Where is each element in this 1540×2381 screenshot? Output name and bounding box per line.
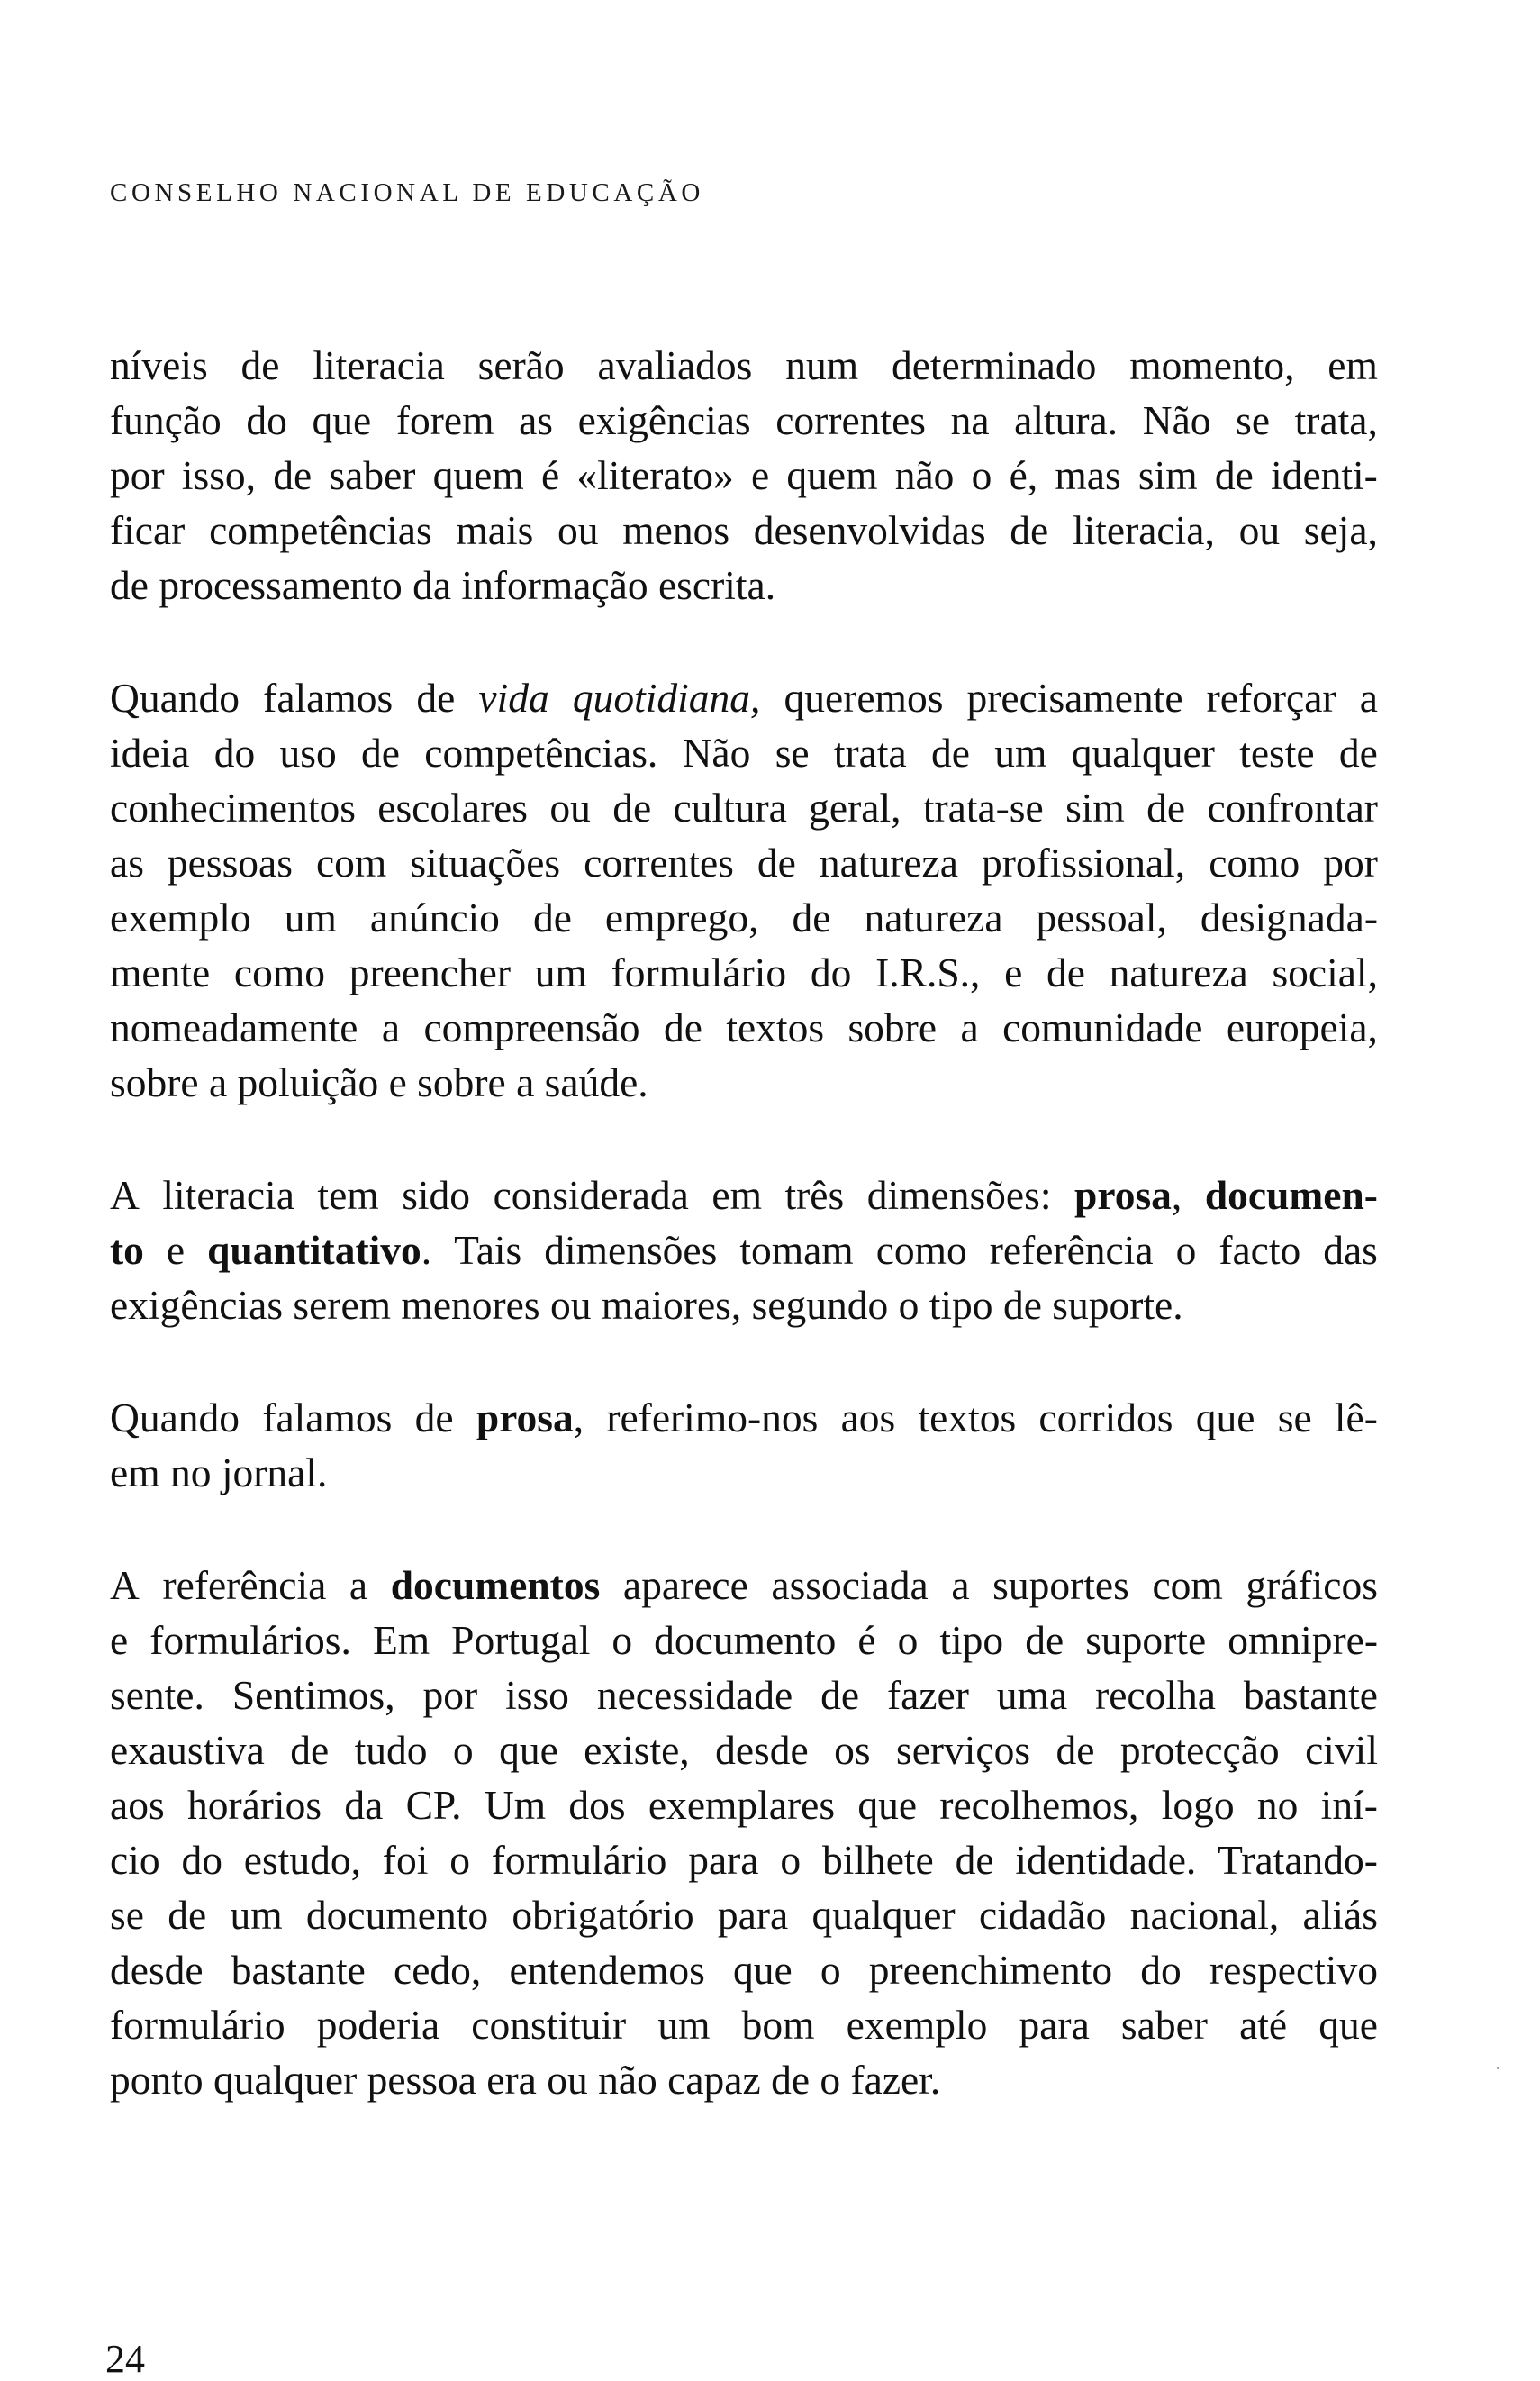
text-line: exaustiva de tudo o que existe, desde os serviços de protecção civil [110,1727,1378,1773]
text-line: conhecimentos escolares ou de cultura geral, trata-se sim de confrontar [110,785,1378,831]
text-line: se de um documento obrigatório para qualquer cidadão nacional, aliás [110,1892,1378,1938]
scan-speck [1497,2067,1499,2069]
text-line: sente. Sentimos, por isso necessidade de fazer uma recolha bastante [110,1672,1378,1718]
text-line: em no jornal. [110,1450,328,1495]
text-line: e formulários. Em Portugal o documento é o tipo de suporte omnipre- [110,1617,1378,1663]
paragraph [110,1558,1378,2107]
text-line: níveis de literacia serão avaliados num determinado momento, em [110,342,1378,388]
running-header: CONSELHO NACIONAL DE EDUCAÇÃO [110,178,704,207]
text-line: exigências serem menores ou maiores, segundo o tipo de suporte. [110,1282,1183,1328]
text-line: A literacia tem sido considerada em três dimensões: prosa, documen- [110,1172,1378,1218]
text-line: nomeadamente a compreensão de textos sobre a comunidade europeia, [110,1004,1378,1050]
text-line: sobre a poluição e sobre a saúde. [110,1059,648,1105]
text-line: ficar competências mais ou menos desenvolvidas de literacia, ou seja, [110,507,1378,553]
text-line: ponto qualquer pessoa era ou não capaz de o fazer. [110,2057,941,2103]
text-line: aos horários da CP. Um dos exemplares que recolhemos, logo no iní- [110,1782,1378,1828]
text-line: Quando falamos de vida quotidiana, queremos precisamente reforçar a [110,675,1378,721]
text-line: mente como preencher um formulário do I.R.S., e de natureza social, [110,950,1378,995]
text-line: função do que forem as exigências correntes na altura. Não se trata, [110,397,1378,443]
page-number: 24 [105,2337,145,2381]
text-line: exemplo um anúncio de emprego, de natureza pessoal, designada- [110,895,1378,941]
text-line: to e quantitativo. Tais dimensões tomam como referência o facto das [110,1227,1378,1273]
text-line: cio do estudo, foi o formulário para o bilhete de identidade. Tratando- [110,1837,1378,1883]
paragraph [110,1390,1378,1500]
text-line: de processamento da informação escrita. [110,562,776,608]
text-line: por isso, de saber quem é «literato» e quem não o é, mas sim de identi- [110,452,1378,498]
paragraph [110,338,1378,613]
paragraph [110,670,1378,1110]
text-line: formulário poderia constituir um bom exemplo para saber até que [110,2002,1378,2048]
text-line: as pessoas com situações correntes de natureza profissional, como por [110,840,1378,886]
paragraph [110,1168,1378,1332]
text-line: Quando falamos de prosa, referimo-nos aos textos corridos que se lê- [110,1395,1378,1440]
text-line: ideia do uso de competências. Não se trata de um qualquer teste de [110,730,1378,776]
text-line: desde bastante cedo, entendemos que o preenchimento do respectivo [110,1947,1378,1993]
text-line: A referência a documentos aparece associada a suportes com gráficos [110,1562,1378,1608]
body-text [110,338,1378,2165]
